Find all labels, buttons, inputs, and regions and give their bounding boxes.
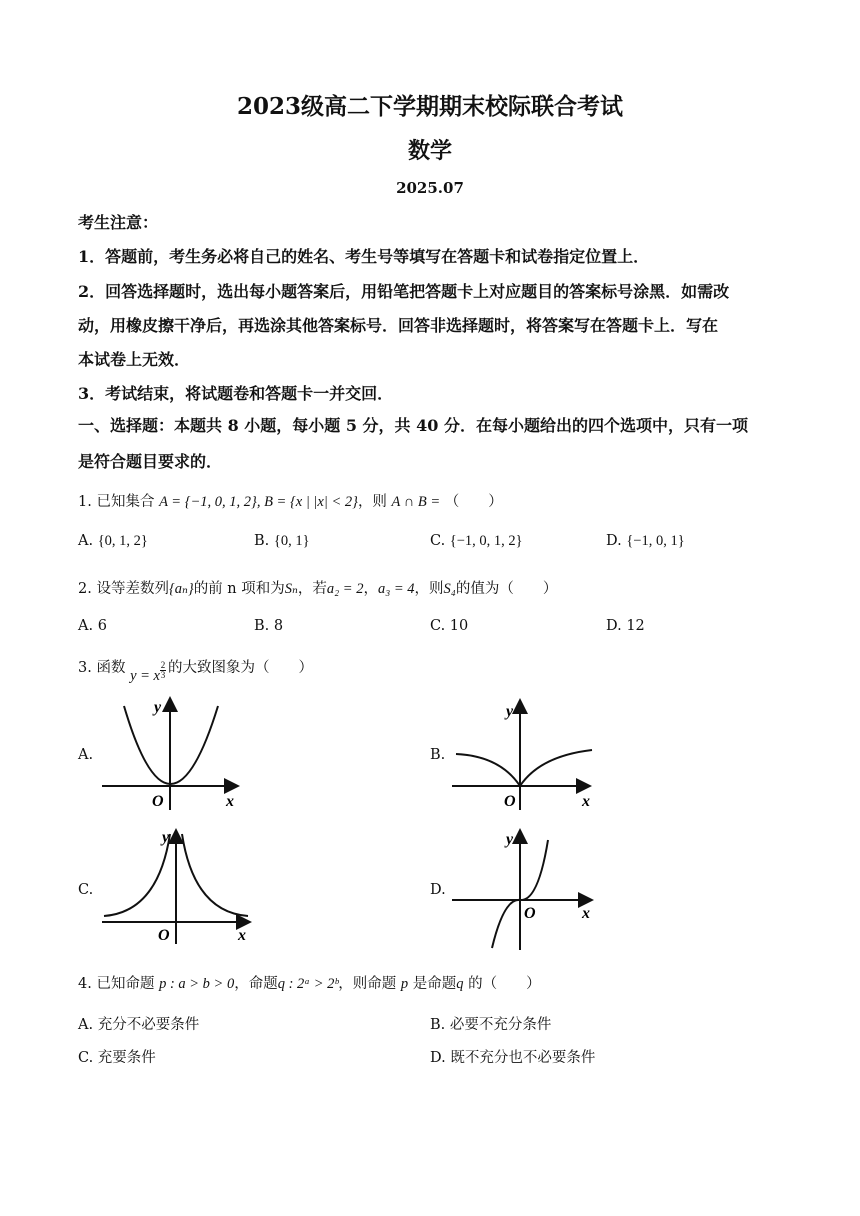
math-sets: A = {−1, 0, 1, 2}, B = {x | |x| < 2}	[159, 494, 358, 510]
exam-title: 2023级高二下学期期末校际联合考试	[236, 93, 623, 120]
x-label: x	[226, 793, 234, 810]
graph-a	[98, 694, 248, 814]
y-label: y	[162, 829, 170, 846]
exam-date: 2025.07	[396, 179, 464, 197]
graph-b	[448, 694, 598, 814]
x-label: x	[582, 793, 590, 810]
curve-left	[104, 834, 170, 916]
curve	[456, 750, 592, 786]
origin-label: O	[524, 905, 536, 922]
y-label: y	[506, 703, 514, 720]
graph-label-d: D.	[430, 882, 446, 898]
section-heading-cont: 是符合题目要求的．	[78, 452, 223, 471]
graph-label-b: B.	[430, 747, 446, 763]
curve-right	[182, 834, 248, 916]
option-a: A. {0, 1, 2}	[78, 533, 148, 549]
notice-item: 1．答题前，考生务必将自己的姓名、考生号等填写在答题卡和试卷指定位置上．	[78, 247, 650, 266]
option-b: B. {0, 1}	[254, 533, 310, 549]
graph-c	[98, 826, 258, 946]
graph-label-c: C.	[78, 882, 94, 898]
y-label: y	[154, 699, 162, 716]
origin-label: O	[152, 793, 164, 810]
option-d: D. 既不充分也不必要条件	[430, 1050, 596, 1066]
subject-title: 数学	[407, 138, 452, 164]
notice-item: 本试卷上无效．	[78, 350, 191, 369]
x-label: x	[238, 927, 246, 944]
y-label: y	[506, 831, 514, 848]
option-d: D. 12	[606, 618, 645, 634]
origin-label: O	[504, 793, 516, 810]
question-1: 1. 已知集合 A = {−1, 0, 1, 2}, B = {x | |x| < 2}，则 A ∩ B = （ ）	[78, 494, 503, 510]
notice-item: 3．考试结束，将试题卷和答题卡一并交回．	[78, 384, 394, 403]
option-a: A. 6	[78, 618, 107, 634]
question-3: 3. 函数 y = x $\frac{2}{3}$ 的大致图象为（ ）	[78, 660, 313, 684]
math-exponent: $\frac{2}{3}$	[160, 660, 166, 680]
option-c: C. 充要条件	[78, 1050, 156, 1066]
option-c: C. {−1, 0, 1, 2}	[430, 533, 523, 549]
notice-item: 2．回答选择题时，选出每小题答案后，用铅笔把答题卡上对应题目的答案标号涂黑．如需改	[78, 282, 730, 301]
option-c: C. 10	[430, 618, 469, 634]
graph-label-a: A.	[78, 747, 94, 763]
notice-item: 动，用橡皮擦干净后，再选涂其他答案标号．回答非选择题时，将答案写在答题卡上．写在	[78, 316, 719, 335]
option-a: A. 充分不必要条件	[78, 1017, 200, 1033]
x-label: x	[582, 905, 590, 922]
question-2: 2. 设等差数列{aₙ}的前 n 项和为Sₙ，若a₂ = 2，a₃ = 4，则S₄的值为（ ）	[78, 581, 558, 597]
option-b: B. 必要不充分条件	[430, 1017, 552, 1033]
origin-label: O	[158, 927, 170, 944]
question-4: 4. 已知命题 p : a > b > 0，命题q : 2ᵃ > 2ᵇ，则命题 p 是命题q 的（ ）	[78, 976, 541, 992]
option-b: B. 8	[254, 618, 284, 634]
notice-heading: 考生注意：	[78, 213, 159, 232]
math-function: y = x	[130, 668, 160, 684]
graph-d	[448, 826, 598, 952]
section-heading: 一、选择题：本题共 8 小题，每小题 5 分，共 40 分．在每小题给出的四个选项中，只有一项	[78, 416, 748, 435]
option-d: D. {−1, 0, 1}	[606, 533, 685, 549]
math-intersection: A ∩ B =	[391, 494, 441, 510]
